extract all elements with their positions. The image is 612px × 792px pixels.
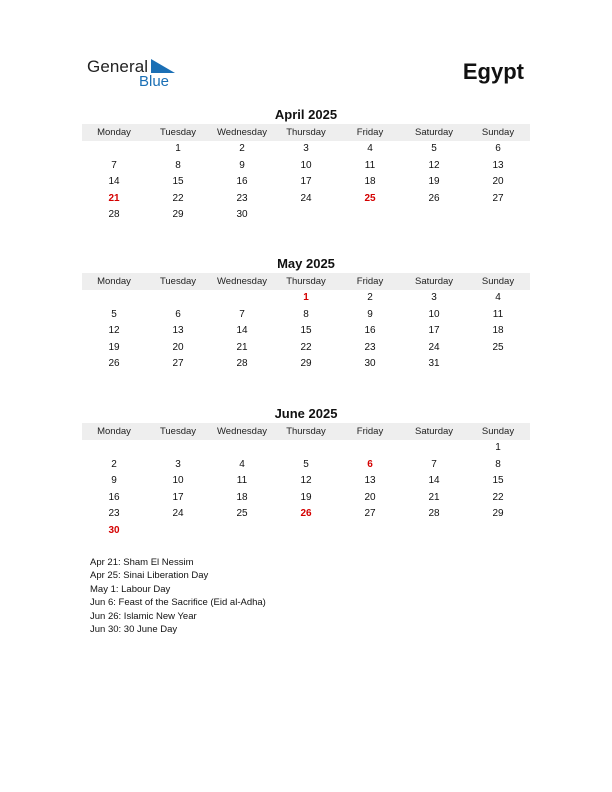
day-cell: 31	[428, 358, 440, 370]
empty-cell	[82, 141, 146, 158]
day-cell: 25	[236, 508, 248, 520]
day-cell: 13	[172, 325, 184, 337]
weekday-label: Wednesday	[217, 276, 267, 287]
day-cell: 26	[428, 192, 440, 204]
day-cell: 21	[236, 341, 248, 353]
day-cell: 2	[111, 458, 117, 470]
day-cell: 18	[364, 176, 376, 188]
day-cell: 9	[239, 159, 245, 171]
day-cell: 15	[300, 325, 312, 337]
weekday-label: Thursday	[286, 127, 326, 138]
weekday-header	[82, 273, 530, 290]
day-cell: 5	[111, 308, 117, 320]
day-cell: 4	[495, 292, 501, 303]
day-cell: 23	[364, 341, 376, 353]
day-cell: 28	[236, 358, 248, 370]
weekday-label: Saturday	[414, 426, 454, 437]
logo-blue-text: Blue	[139, 73, 170, 90]
day-cell: 9	[367, 308, 373, 320]
holiday-day-cell: 25	[364, 192, 376, 204]
day-cell: 5	[303, 458, 309, 470]
empty-cell	[402, 440, 466, 457]
day-cell: 1	[175, 143, 181, 154]
holiday-entry: Jun 6: Feast of the Sacrifice (Eid al-Adha)	[90, 597, 266, 609]
country-title: Egypt	[462, 59, 524, 84]
day-cell: 5	[431, 143, 437, 154]
day-cell: 3	[431, 292, 437, 303]
day-cell: 8	[303, 308, 309, 320]
weekday-label: Saturday	[414, 276, 454, 287]
weekday-label: Thursday	[286, 426, 326, 437]
day-cell: 10	[428, 308, 440, 320]
day-cell: 15	[172, 176, 184, 188]
day-cell: 29	[492, 508, 504, 520]
empty-cell	[146, 290, 210, 307]
month-title: June 2025	[274, 406, 338, 421]
day-cell: 18	[492, 325, 504, 337]
day-cell: 20	[172, 341, 184, 353]
empty-cell	[210, 440, 274, 457]
day-cell: 3	[303, 143, 309, 154]
day-cell: 19	[428, 176, 440, 188]
holiday-entry: Apr 21: Sham El Nessim	[90, 557, 194, 568]
day-cell: 7	[431, 458, 437, 470]
day-cell: 20	[492, 176, 504, 188]
holiday-entry: May 1: Labour Day	[90, 583, 171, 595]
day-cell: 27	[172, 358, 184, 370]
weekday-label: Thursday	[286, 276, 326, 287]
month-title: April 2025	[274, 107, 338, 122]
day-cell: 18	[236, 491, 248, 503]
day-cell: 27	[364, 508, 376, 520]
day-cell: 6	[175, 308, 181, 320]
day-cell: 22	[172, 192, 184, 204]
day-cell: 23	[108, 508, 120, 520]
month-june	[82, 406, 530, 540]
day-cell: 2	[239, 143, 245, 154]
holiday-entry: Apr 25: Sinai Liberation Day	[90, 570, 209, 582]
day-cell: 11	[364, 159, 376, 171]
empty-cell	[210, 290, 274, 307]
day-cell: 25	[492, 341, 504, 353]
empty-cell	[338, 440, 402, 457]
day-cell: 16	[108, 491, 120, 503]
day-cell: 12	[300, 475, 312, 487]
day-grid	[82, 290, 530, 373]
weekday-label: Sunday	[481, 127, 515, 138]
day-cell: 19	[300, 491, 312, 503]
day-cell: 8	[495, 458, 501, 470]
day-cell: 10	[300, 159, 312, 171]
empty-cell	[82, 290, 146, 307]
weekday-header	[82, 124, 530, 141]
holiday-entry: Jun 30: 30 June Day	[90, 624, 178, 636]
holiday-day-cell: 30	[108, 524, 120, 536]
day-grid	[82, 440, 530, 540]
day-cell: 13	[492, 159, 504, 171]
day-cell: 17	[300, 176, 312, 188]
day-cell: 23	[236, 192, 248, 204]
weekday-label: Monday	[97, 426, 131, 437]
day-grid	[82, 141, 530, 224]
weekday-label: Sunday	[481, 426, 515, 437]
weekday-label: Saturday	[414, 127, 454, 138]
weekday-label: Tuesday	[159, 426, 197, 437]
day-cell: 14	[108, 176, 120, 188]
day-cell: 10	[172, 475, 184, 487]
day-cell: 1	[495, 442, 501, 453]
day-cell: 2	[367, 292, 373, 303]
empty-cell	[274, 440, 338, 457]
weekday-label: Sunday	[481, 276, 515, 287]
month-may	[82, 256, 530, 373]
weekday-label: Tuesday	[159, 276, 197, 287]
day-cell: 14	[236, 325, 248, 337]
day-cell: 28	[428, 508, 440, 520]
weekday-label: Friday	[356, 426, 384, 437]
weekday-label: Monday	[97, 127, 131, 138]
weekday-label: Tuesday	[159, 127, 197, 138]
holiday-day-cell: 26	[300, 508, 312, 520]
day-cell: 12	[428, 159, 440, 171]
empty-cell	[82, 440, 146, 457]
empty-cell	[146, 440, 210, 457]
day-cell: 11	[236, 475, 248, 487]
day-cell: 4	[367, 143, 373, 154]
holiday-day-cell: 1	[303, 292, 309, 303]
holiday-entry: Jun 26: Islamic New Year	[90, 610, 197, 622]
day-cell: 8	[175, 159, 181, 171]
day-cell: 19	[108, 341, 120, 353]
day-cell: 22	[300, 341, 312, 353]
day-cell: 17	[172, 491, 184, 503]
day-cell: 15	[492, 475, 504, 487]
weekday-label: Friday	[356, 276, 384, 287]
month-title: May 2025	[277, 256, 335, 271]
day-cell: 7	[239, 308, 245, 320]
day-cell: 20	[364, 491, 376, 503]
weekday-label: Friday	[356, 127, 384, 138]
day-cell: 30	[236, 209, 248, 221]
weekday-label: Wednesday	[217, 426, 267, 437]
weekday-header	[82, 423, 530, 440]
day-cell: 14	[428, 475, 440, 487]
day-cell: 16	[364, 325, 376, 337]
day-cell: 4	[239, 458, 245, 470]
day-cell: 27	[492, 192, 504, 204]
day-cell: 22	[492, 491, 504, 503]
day-cell: 30	[364, 358, 376, 370]
month-april	[82, 107, 530, 224]
day-cell: 17	[428, 325, 440, 337]
holiday-day-cell: 21	[108, 192, 120, 204]
day-cell: 28	[108, 209, 120, 221]
day-cell: 3	[175, 458, 181, 470]
day-cell: 13	[364, 475, 376, 487]
holiday-day-cell: 6	[367, 458, 373, 470]
day-cell: 7	[111, 159, 117, 171]
holiday-list	[90, 556, 266, 636]
day-cell: 9	[111, 475, 117, 487]
weekday-label: Wednesday	[217, 127, 267, 138]
logo	[87, 57, 197, 93]
day-cell: 26	[108, 358, 120, 370]
day-cell: 24	[300, 192, 312, 204]
day-cell: 29	[300, 358, 312, 370]
day-cell: 12	[108, 325, 120, 337]
day-cell: 21	[428, 491, 440, 503]
logo-general-text: General	[87, 57, 149, 76]
day-cell: 24	[172, 508, 184, 520]
day-cell: 6	[495, 143, 501, 154]
day-cell: 11	[492, 308, 504, 320]
day-cell: 16	[236, 176, 248, 188]
weekday-label: Monday	[97, 276, 131, 287]
day-cell: 24	[428, 341, 440, 353]
day-cell: 29	[172, 209, 184, 221]
